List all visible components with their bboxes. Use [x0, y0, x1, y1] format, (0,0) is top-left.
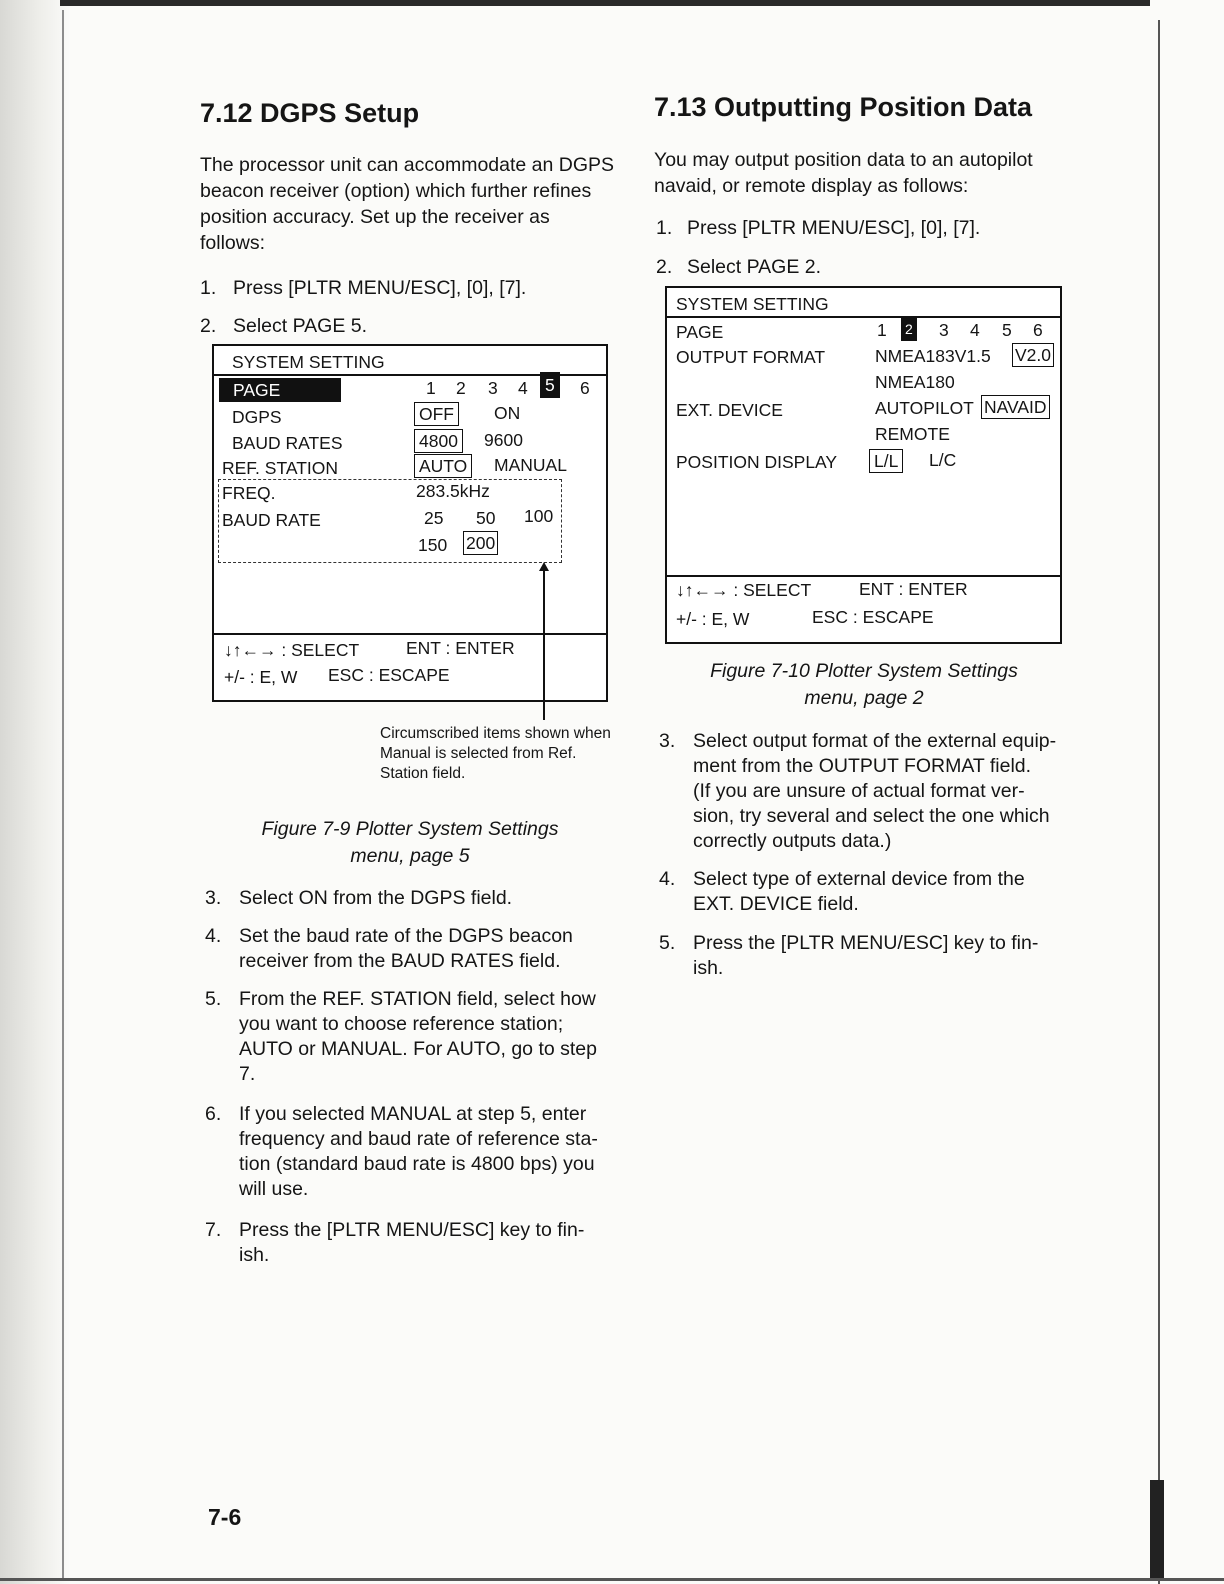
- output-step-4: [659, 867, 1079, 923]
- output-step-5: [659, 931, 1079, 987]
- circumscribed-items-note: Circumscribed items shown when Manual is selected from Ref. Station field.: [380, 725, 611, 782]
- menu-title-divider: [667, 316, 1060, 318]
- help-ew: +/- : E, W: [676, 609, 750, 629]
- step-line: EXT. DEVICE field.: [693, 893, 859, 915]
- page-option-5-selected[interactable]: 5: [540, 372, 560, 398]
- baud-rates-option-4800-selected[interactable]: 4800: [414, 429, 463, 453]
- scan-binding-line: [62, 10, 64, 1580]
- baud-rate-option-200-selected[interactable]: 200: [463, 531, 498, 555]
- step-number: 2.: [200, 315, 217, 337]
- position-display-option-ll-selected[interactable]: L/L: [869, 449, 903, 473]
- output-format-option-v20-selected[interactable]: V2.0: [1012, 343, 1054, 367]
- step-number: 1.: [656, 217, 673, 239]
- step-line: Select type of external device from the: [693, 868, 1025, 890]
- scan-right-line: [1158, 20, 1160, 1584]
- menu-title: SYSTEM SETTING: [676, 294, 829, 314]
- page-option-3[interactable]: 3: [488, 378, 498, 398]
- step-number: 5.: [659, 932, 676, 954]
- step-line: tion (standard baud rate is 4800 bps) you: [239, 1153, 595, 1175]
- baud-rates-option-9600[interactable]: 9600: [484, 430, 523, 450]
- step-number: 3.: [205, 887, 222, 909]
- step-line: Select output format of the external equip-: [693, 730, 1057, 752]
- baud-rates-label: BAUD RATES: [232, 433, 343, 453]
- page-row-label[interactable]: PAGE: [219, 378, 341, 402]
- figure-7-10-caption-line1: Figure 7-10 Plotter System Settings: [710, 660, 1018, 682]
- step-text: Select PAGE 2.: [687, 256, 822, 278]
- position-display-label: POSITION DISPLAY: [676, 452, 838, 472]
- help-enter: ENT : ENTER: [859, 579, 968, 599]
- page-option-6[interactable]: 6: [1033, 320, 1043, 340]
- ext-device-label: EXT. DEVICE: [676, 400, 783, 420]
- step-line: ish.: [693, 957, 724, 979]
- ext-device-option-remote[interactable]: REMOTE: [875, 424, 950, 444]
- step-text: Select PAGE 5.: [233, 315, 368, 337]
- page-option-6[interactable]: 6: [580, 378, 590, 398]
- freq-value[interactable]: 283.5kHz: [416, 481, 490, 501]
- step-text: Press [PLTR MENU/ESC], [0], [7].: [233, 277, 527, 299]
- step-line: (If you are unsure of actual format ver-: [693, 780, 1025, 802]
- section-heading-outputting-position-data: 7.13 Outputting Position Data: [654, 92, 1033, 122]
- system-setting-menu-page5: [212, 344, 608, 702]
- step-number: 6.: [205, 1103, 222, 1125]
- step-number: 1.: [200, 277, 217, 299]
- callout-arrow-line: [543, 564, 545, 720]
- help-select-keys: ↓↑←→ : SELECT: [676, 580, 812, 600]
- step-line: Select ON from the DGPS field.: [239, 887, 513, 909]
- ref-station-option-auto-selected[interactable]: AUTO: [414, 454, 472, 478]
- ext-device-option-navaid-selected[interactable]: NAVAID: [981, 395, 1050, 419]
- step-line: 7.: [239, 1063, 256, 1085]
- step-line: you want to choose reference station;: [239, 1013, 564, 1035]
- dgps-step-6: [205, 1102, 625, 1206]
- callout-arrow-head: [539, 562, 549, 571]
- freq-label: FREQ.: [222, 483, 276, 503]
- dgps-option-off-selected[interactable]: OFF: [414, 402, 459, 426]
- position-display-option-lc[interactable]: L/C: [929, 450, 957, 470]
- baud-rate-option-50[interactable]: 50: [476, 508, 496, 528]
- output-intro: You may output position data to an autopilot navaid, or remote display as follows:: [654, 149, 1033, 197]
- step-line: AUTO or MANUAL. For AUTO, go to step: [239, 1038, 597, 1060]
- page-option-1[interactable]: 1: [426, 378, 436, 398]
- page-number: 7-6: [208, 1504, 242, 1530]
- help-divider: [214, 633, 606, 635]
- output-step-3: [659, 729, 1079, 857]
- ref-station-label: REF. STATION: [222, 458, 339, 478]
- scan-edge-top: [60, 0, 1180, 6]
- scan-right-tab: [1150, 1480, 1164, 1580]
- page-option-4[interactable]: 4: [518, 378, 528, 398]
- page-option-1[interactable]: 1: [877, 320, 887, 340]
- step-line: From the REF. STATION field, select how: [239, 988, 596, 1010]
- step-number: 4.: [659, 868, 676, 890]
- help-escape: ESC : ESCAPE: [328, 665, 450, 685]
- scan-edge-right: [1150, 0, 1224, 1584]
- help-divider: [667, 575, 1060, 577]
- scan-edge-bottom: [0, 1578, 1224, 1581]
- output-format-option-nmea183v15[interactable]: NMEA183V1.5: [875, 346, 991, 366]
- help-ew: +/- : E, W: [224, 667, 298, 687]
- step-line: If you selected MANUAL at step 5, enter: [239, 1103, 587, 1125]
- help-enter: ENT : ENTER: [406, 638, 515, 658]
- scan-edge-left: [0, 0, 70, 1584]
- step-line: ish.: [239, 1244, 270, 1266]
- page-option-2-selected[interactable]: 2: [901, 317, 917, 341]
- step-line: receiver from the BAUD RATES field.: [239, 950, 561, 972]
- page-option-4[interactable]: 4: [970, 320, 980, 340]
- step-line: frequency and baud rate of reference sta-: [239, 1128, 598, 1150]
- step-line: correctly outputs data.): [693, 830, 892, 852]
- step-line: Press the [PLTR MENU/ESC] key to fin-: [239, 1219, 585, 1241]
- page-option-3[interactable]: 3: [939, 320, 949, 340]
- dgps-option-on[interactable]: ON: [494, 403, 521, 423]
- baud-rate-option-25[interactable]: 25: [424, 508, 444, 528]
- step-line: ment from the OUTPUT FORMAT field.: [693, 755, 1032, 777]
- step-line: Set the baud rate of the DGPS beacon: [239, 925, 573, 947]
- step-number: 4.: [205, 925, 222, 947]
- page-option-2[interactable]: 2: [456, 378, 466, 398]
- ext-device-option-autopilot[interactable]: AUTOPILOT: [875, 398, 974, 418]
- step-line: sion, try several and select the one which: [693, 805, 1050, 827]
- system-setting-menu-page2: [665, 286, 1062, 644]
- baud-rate-label: BAUD RATE: [222, 510, 321, 530]
- baud-rate-option-150[interactable]: 150: [418, 535, 448, 555]
- dgps-step-4: [205, 924, 625, 980]
- step-text: Press [PLTR MENU/ESC], [0], [7].: [687, 217, 981, 239]
- dgps-label: DGPS: [232, 407, 282, 427]
- page-option-5[interactable]: 5: [1002, 320, 1012, 340]
- step-number: 7.: [205, 1219, 222, 1241]
- page-row-label[interactable]: PAGE: [676, 322, 724, 342]
- figure-7-9-caption-line2: menu, page 5: [350, 845, 470, 867]
- step-number: 3.: [659, 730, 676, 752]
- figure-7-10-caption-line2: menu, page 2: [804, 687, 924, 709]
- dgps-intro: The processor unit can accommodate an DGPS beacon receiver (option) which further refines position accuracy. Set up the receiver as follows:: [200, 154, 615, 254]
- menu-title: SYSTEM SETTING: [232, 352, 385, 372]
- help-select-keys: ↓↑←→ : SELECT: [224, 640, 360, 660]
- step-number: 2.: [656, 256, 673, 278]
- section-heading-dgps-setup: 7.12 DGPS Setup: [200, 98, 420, 128]
- step-number: 5.: [205, 988, 222, 1010]
- output-format-option-nmea180[interactable]: NMEA180: [875, 372, 955, 392]
- ref-station-option-manual[interactable]: MANUAL: [494, 455, 567, 475]
- figure-7-9-caption-line1: Figure 7-9 Plotter System Settings: [261, 818, 559, 840]
- step-line: Press the [PLTR MENU/ESC] key to fin-: [693, 932, 1039, 954]
- step-line: will use.: [239, 1178, 309, 1200]
- dgps-step-5: [205, 987, 625, 1091]
- baud-rate-option-100[interactable]: 100: [524, 506, 554, 526]
- help-escape: ESC : ESCAPE: [812, 607, 934, 627]
- dgps-step-3: [205, 886, 625, 916]
- dgps-step-7: [205, 1218, 625, 1274]
- output-format-label: OUTPUT FORMAT: [676, 347, 826, 367]
